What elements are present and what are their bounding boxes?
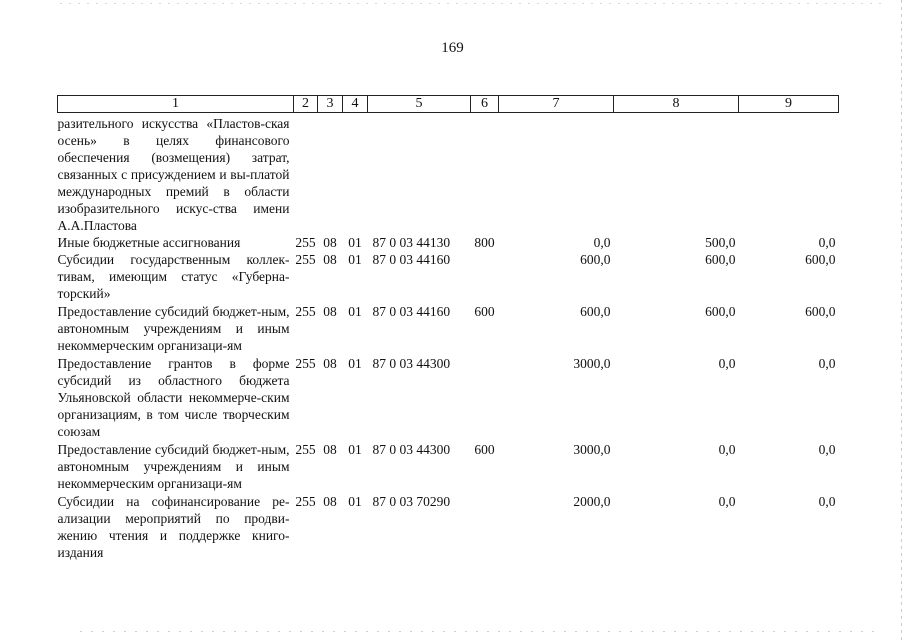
row-amount-9: 0,0 <box>818 494 836 509</box>
table-row <box>58 354 839 440</box>
row-expense-type: 600 <box>474 442 495 457</box>
row-target-article: 87 0 03 44160 <box>372 304 451 319</box>
row-ministry-code: 255 <box>295 304 316 319</box>
row-amount-8: 0,0 <box>718 494 736 509</box>
row-amount-9: 600,0 <box>805 252 836 267</box>
row-amount-7: 2000,0 <box>573 494 611 509</box>
row-amount-8: 0,0 <box>718 442 736 457</box>
row-description: Предоставление субсидий бюджет-ным, автономным учреждениям и иным некоммерческим организаци-ям <box>57 304 290 353</box>
row-description: Предоставление субсидий бюджет-ным, автономным учреждениям и иным некоммерческим организаци-ям <box>57 442 290 491</box>
row-expense-type <box>471 492 499 561</box>
row-amount-9: 0,0 <box>818 235 836 250</box>
row-amount-7: 600,0 <box>580 252 611 267</box>
row-target-article: 87 0 03 44300 <box>372 442 451 457</box>
row-subsection-code <box>343 113 368 235</box>
row-description: разительного искусства «Пластов-ская осень» в целях финансового обеспечения (возмещения) затрат, связанных с присуждением и вы-платой международных премий в области изобразительного искус-ства имени А.А.Пластова <box>57 116 290 233</box>
budget-table <box>57 95 839 561</box>
row-section-code <box>318 113 343 235</box>
row-description: Субсидии на софинансирование ре-ализации мероприятий по продви-жению чтения и поддержке книго-издания <box>57 494 290 560</box>
header-cell-4: 4 <box>343 96 368 113</box>
row-target-article: 87 0 03 44130 <box>372 235 451 250</box>
row-section-code: 08 <box>323 356 337 371</box>
row-subsection-code: 01 <box>348 235 362 250</box>
scan-artifact-bottom <box>80 631 875 632</box>
scan-artifact-edge <box>901 0 902 640</box>
row-ministry-code: 255 <box>295 356 316 371</box>
row-amount-8 <box>614 113 739 235</box>
row-subsection-code: 01 <box>348 304 362 319</box>
table-row <box>58 234 839 251</box>
header-cell-2: 2 <box>294 96 318 113</box>
row-amount-8: 500,0 <box>705 235 736 250</box>
table-row <box>58 113 839 235</box>
row-target-article: 87 0 03 44300 <box>372 356 451 371</box>
row-amount-9 <box>739 113 839 235</box>
row-section-code: 08 <box>323 304 337 319</box>
row-ministry-code: 255 <box>295 235 316 250</box>
row-subsection-code: 01 <box>348 442 362 457</box>
row-subsection-code: 01 <box>348 252 362 267</box>
row-target-article: 87 0 03 70290 <box>372 494 451 509</box>
row-ministry-code: 255 <box>295 252 316 267</box>
row-amount-7: 3000,0 <box>573 356 611 371</box>
row-description: Иные бюджетные ассигнования <box>57 235 241 250</box>
row-expense-type: 600 <box>474 304 495 319</box>
row-amount-8: 600,0 <box>705 304 736 319</box>
scan-artifact-top <box>60 3 885 4</box>
row-section-code: 08 <box>323 235 337 250</box>
row-expense-type <box>471 354 499 440</box>
row-ministry-code: 255 <box>295 442 316 457</box>
row-amount-8: 0,0 <box>718 356 736 371</box>
row-section-code: 08 <box>323 252 337 267</box>
row-amount-7: 0,0 <box>593 235 611 250</box>
row-ministry-code <box>294 113 318 235</box>
table-body <box>58 113 839 562</box>
row-amount-7: 600,0 <box>580 304 611 319</box>
row-target-article: 87 0 03 44160 <box>372 252 451 267</box>
header-row <box>58 96 839 113</box>
header-cell-7: 7 <box>499 96 614 113</box>
table-row <box>58 302 839 354</box>
row-target-article <box>368 113 471 235</box>
header-cell-8: 8 <box>614 96 739 113</box>
row-amount-7: 3000,0 <box>573 442 611 457</box>
row-amount-9: 600,0 <box>805 304 836 319</box>
row-section-code: 08 <box>323 494 337 509</box>
header-cell-1: 1 <box>58 96 294 113</box>
header-cell-3: 3 <box>318 96 343 113</box>
table-row <box>58 440 839 492</box>
header-cell-6: 6 <box>471 96 499 113</box>
row-amount-9: 0,0 <box>818 442 836 457</box>
row-ministry-code: 255 <box>295 494 316 509</box>
row-subsection-code: 01 <box>348 356 362 371</box>
row-subsection-code: 01 <box>348 494 362 509</box>
header-cell-9: 9 <box>739 96 839 113</box>
row-description: Субсидии государственным коллек-тивам, имеющим статус «Губерна-торский» <box>57 252 290 301</box>
row-description: Предоставление грантов в форме субсидий из областного бюджета Ульяновской области некоммерче-ским организациям, в том числе творческим союзам <box>57 356 290 439</box>
table-row <box>58 251 839 302</box>
row-expense-type <box>471 113 499 235</box>
row-amount-9: 0,0 <box>818 356 836 371</box>
table-row <box>58 492 839 561</box>
row-section-code: 08 <box>323 442 337 457</box>
row-expense-type: 800 <box>474 235 495 250</box>
row-amount-7 <box>499 113 614 235</box>
table-header <box>58 96 839 113</box>
row-expense-type <box>471 251 499 302</box>
header-cell-5: 5 <box>368 96 471 113</box>
page-number: 169 <box>441 40 464 56</box>
row-amount-8: 600,0 <box>705 252 736 267</box>
